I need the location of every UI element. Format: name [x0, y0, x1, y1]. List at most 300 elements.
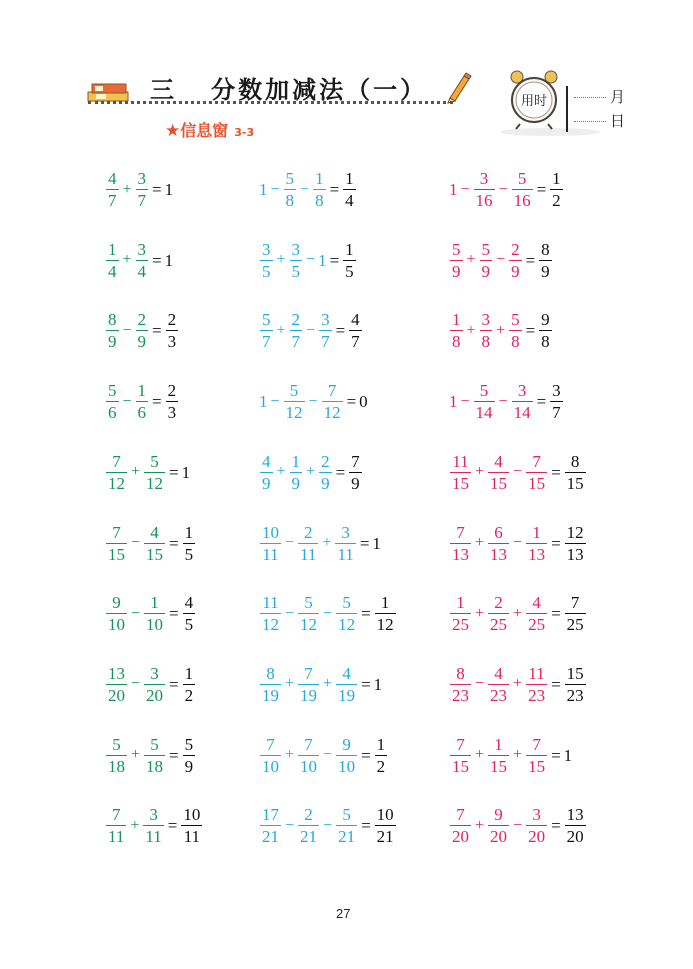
operator: +: [285, 746, 295, 764]
equation-c2-r5: [259, 453, 363, 492]
operator: +: [475, 604, 485, 622]
numerator: 2: [167, 381, 177, 401]
numerator: 2: [291, 310, 301, 330]
numerator: 1: [494, 734, 503, 754]
denominator: 12: [262, 615, 279, 635]
denominator: 6: [137, 403, 147, 423]
answer-number: 1: [373, 674, 383, 694]
operator: +: [513, 604, 523, 622]
answer-fraction: [550, 382, 563, 421]
equals-sign: =: [167, 816, 178, 836]
equals-sign: =: [169, 604, 179, 624]
denominator: 9: [137, 332, 147, 352]
operator: +: [323, 675, 333, 693]
operator: −: [475, 675, 485, 693]
denominator: 7: [108, 191, 117, 210]
denominator: 21: [376, 827, 394, 847]
numerator: 7: [327, 381, 337, 401]
equation-c2-r2: [259, 241, 357, 280]
answer-fraction: [375, 736, 388, 775]
denominator: 25: [490, 615, 508, 635]
operator: +: [475, 816, 485, 834]
numerator: 1: [137, 381, 147, 401]
fraction: [260, 594, 281, 633]
operator: −: [285, 534, 295, 551]
equation-c1-r3: [105, 311, 179, 350]
fraction: [136, 241, 149, 280]
fraction: [488, 665, 509, 704]
denominator: 11: [108, 827, 125, 847]
fraction: [298, 806, 319, 845]
whole-number: 1: [449, 180, 458, 199]
equation-c1-r1: [105, 170, 173, 209]
fraction: [322, 382, 343, 421]
numerator: 8: [266, 663, 275, 683]
denominator: 9: [262, 473, 271, 493]
answer-fraction: [181, 806, 202, 845]
answer-number: 1: [181, 462, 191, 482]
numerator: 5: [108, 381, 117, 401]
operator: +: [475, 534, 485, 551]
denominator: 25: [528, 615, 546, 635]
numerator: 1: [380, 593, 390, 613]
fraction: [526, 524, 547, 563]
equals-sign: =: [525, 321, 536, 341]
chapter-title: 分数加减法（一）: [211, 76, 428, 104]
numerator: 9: [112, 593, 121, 613]
equals-sign: =: [335, 462, 346, 482]
operator: −: [513, 816, 523, 834]
fraction: [335, 524, 355, 563]
operator: −: [323, 746, 333, 764]
answer-fraction: [565, 594, 586, 633]
denominator: 5: [184, 615, 194, 635]
fraction: [106, 311, 119, 350]
numerator: 5: [452, 239, 461, 259]
numerator: 1: [376, 734, 386, 754]
numerator: 5: [304, 593, 313, 613]
denominator: 5: [262, 261, 271, 281]
numerator: 1: [184, 522, 194, 542]
denominator: 7: [137, 191, 147, 210]
numerator: 7: [351, 451, 360, 471]
fraction: [480, 241, 493, 280]
answer-fraction: [375, 594, 396, 633]
answer-fraction: [550, 170, 563, 209]
answer-fraction: [565, 453, 586, 492]
numerator: 1: [108, 239, 117, 259]
numerator: 4: [150, 522, 159, 542]
operator: +: [475, 746, 485, 764]
denominator: 25: [566, 615, 584, 635]
numerator: 2: [137, 310, 147, 330]
denominator: 15: [490, 756, 508, 776]
fraction: [474, 170, 495, 209]
numerator: 12: [566, 522, 584, 542]
numerator: 7: [456, 522, 465, 542]
denominator: 20: [566, 827, 584, 847]
answer-fraction: [166, 311, 179, 350]
fraction: [509, 311, 522, 350]
fraction: [144, 594, 165, 633]
numerator: 8: [570, 451, 580, 471]
answer-fraction: [183, 665, 196, 704]
numerator: 11: [452, 451, 469, 471]
denominator: 23: [452, 685, 469, 705]
operator: −: [131, 604, 141, 622]
fraction: [106, 241, 119, 280]
denominator: 23: [566, 685, 584, 705]
fraction: [319, 453, 332, 492]
denominator: 15: [528, 756, 546, 776]
equation-c1-r2: [105, 241, 173, 280]
whole-number: 1: [259, 392, 268, 412]
numerator: 3: [137, 169, 147, 188]
equals-sign: =: [551, 462, 561, 482]
operator: −: [513, 463, 523, 481]
operator: −: [131, 534, 141, 551]
equals-sign: =: [551, 816, 561, 836]
operator: +: [122, 180, 132, 198]
equation-c3-r1: [449, 170, 564, 209]
equation-c2-r1: [259, 170, 357, 209]
operator: +: [122, 251, 132, 269]
fraction: [144, 524, 165, 563]
numerator: 3: [321, 310, 330, 330]
answer-fraction: [166, 382, 179, 421]
operator: −: [306, 321, 316, 339]
answer-fraction: [183, 594, 196, 633]
numerator: 10: [262, 522, 279, 542]
equals-sign: =: [169, 674, 179, 694]
equation-c1-r10: [105, 806, 203, 845]
equals-sign: =: [152, 250, 162, 270]
denominator: 7: [291, 332, 301, 352]
numerator: 8: [541, 239, 550, 259]
operator: −: [460, 180, 470, 198]
equation-c2-r8: [259, 665, 382, 704]
equals-sign: =: [551, 745, 561, 765]
equals-sign: =: [169, 462, 179, 482]
operator: +: [466, 251, 476, 269]
numerator: 3: [150, 663, 159, 683]
denominator: 5: [291, 261, 301, 281]
fraction: [450, 311, 463, 350]
equation-c3-r5: [449, 453, 587, 492]
equals-sign: =: [329, 180, 340, 199]
equation-c1-r7: [105, 594, 196, 633]
numerator: 5: [112, 734, 121, 754]
numerator: 5: [262, 310, 271, 330]
denominator: 12: [285, 403, 303, 423]
answer-fraction: [349, 311, 362, 350]
denominator: 15: [108, 544, 125, 564]
denominator: 9: [351, 473, 360, 493]
denominator: 19: [300, 685, 318, 705]
numerator: 5: [511, 310, 520, 330]
denominator: 23: [490, 685, 508, 705]
operator: −: [122, 392, 132, 410]
operator: +: [276, 463, 286, 481]
numerator: 1: [315, 169, 324, 188]
fraction: [512, 382, 533, 421]
denominator: 9: [321, 473, 330, 493]
equation-c3-r3: [449, 311, 553, 350]
denominator: 16: [513, 191, 531, 210]
denominator: 9: [511, 261, 520, 281]
fraction: [526, 665, 547, 704]
denominator: 2: [552, 191, 561, 210]
fraction: [260, 524, 281, 563]
numerator: 5: [150, 451, 159, 471]
equals-sign: =: [361, 674, 371, 694]
numerator: 6: [494, 522, 503, 542]
numerator: 3: [149, 805, 158, 825]
fraction: [136, 311, 149, 350]
equals-sign: =: [361, 745, 371, 765]
numerator: 11: [528, 663, 545, 683]
equals-sign: =: [551, 674, 561, 694]
operator: −: [323, 816, 333, 834]
denominator: 23: [528, 685, 546, 705]
equation-c3-r9: [449, 736, 572, 775]
denominator: 21: [300, 827, 318, 847]
equals-sign: =: [361, 816, 371, 836]
operator: +: [131, 463, 141, 481]
equation-c2-r10: [259, 806, 397, 845]
denominator: 18: [146, 756, 164, 776]
equals-sign: =: [536, 392, 547, 412]
denominator: 12: [300, 615, 318, 635]
equals-sign: =: [152, 392, 162, 412]
equals-sign: =: [551, 533, 561, 553]
denominator: 15: [452, 756, 469, 776]
numerator: 4: [342, 663, 351, 683]
fraction: [509, 241, 522, 280]
operator: −: [513, 534, 523, 551]
operator: +: [513, 746, 523, 764]
numerator: 3: [262, 239, 271, 259]
denominator: 21: [338, 827, 356, 847]
answer-fraction: [343, 241, 356, 280]
denominator: 4: [345, 191, 354, 210]
equals-sign: =: [361, 604, 371, 624]
numerator: 11: [262, 593, 279, 613]
fraction: [106, 382, 119, 421]
fraction: [450, 736, 471, 775]
denominator: 11: [337, 544, 354, 564]
denominator: 10: [338, 756, 356, 776]
whole-number: 1: [259, 180, 268, 199]
equation-c1-r8: [105, 665, 196, 704]
month-label: 月: [610, 88, 626, 106]
denominator: 19: [338, 685, 356, 705]
numerator: 7: [111, 805, 121, 825]
equals-sign: =: [536, 180, 547, 199]
answer-fraction: [539, 241, 552, 280]
equation-c3-r7: [449, 594, 587, 633]
numerator: 3: [291, 239, 301, 259]
answer-fraction: [183, 736, 196, 775]
denominator: 9: [541, 261, 550, 281]
numerator: 1: [456, 593, 465, 613]
equation-c2-r3: [259, 311, 363, 350]
fraction: [106, 170, 119, 209]
numerator: 5: [517, 169, 527, 188]
denominator: 7: [552, 403, 561, 423]
denominator: 3: [167, 403, 177, 423]
numerator: 3: [341, 522, 350, 542]
numerator: 2: [321, 451, 330, 471]
answer-fraction: [183, 524, 196, 563]
numerator: 7: [112, 522, 121, 542]
numerator: 9: [541, 310, 550, 330]
equals-sign: =: [525, 250, 536, 270]
denominator: 12: [338, 615, 356, 635]
numerator: 7: [570, 593, 580, 613]
numerator: 7: [532, 734, 541, 754]
fraction: [260, 806, 281, 845]
numerator: 5: [150, 734, 159, 754]
fraction: [313, 170, 326, 209]
denominator: 19: [262, 685, 279, 705]
answer-fraction: [565, 665, 586, 704]
numerator: 5: [342, 805, 351, 825]
operator: +: [276, 251, 286, 269]
numerator: 5: [285, 169, 295, 188]
fraction: [106, 453, 127, 492]
star-icon: ★: [165, 121, 181, 141]
denominator: 16: [475, 191, 493, 210]
numerator: 8: [456, 663, 465, 683]
operator: −: [308, 392, 318, 410]
fraction: [450, 241, 463, 280]
operator: −: [498, 180, 508, 198]
operator: +: [306, 463, 316, 481]
fraction: [136, 382, 149, 421]
fraction: [260, 736, 281, 775]
equation-c1-r6: [105, 524, 196, 563]
numerator: 13: [108, 663, 125, 683]
operator: −: [460, 392, 470, 410]
denominator: 20: [490, 827, 508, 847]
operator: +: [285, 675, 295, 693]
numerator: 1: [150, 593, 159, 613]
numerator: 4: [351, 310, 360, 330]
answer-fraction: [375, 806, 396, 845]
answer-fraction: [565, 524, 586, 563]
denominator: 15: [566, 473, 584, 493]
equals-sign: =: [551, 604, 561, 624]
numerator: 3: [552, 381, 561, 401]
operator: −: [285, 604, 295, 622]
fraction: [512, 170, 533, 209]
denominator: 13: [490, 544, 508, 564]
denominator: 10: [108, 615, 125, 635]
fraction: [260, 453, 273, 492]
numerator: 9: [342, 734, 351, 754]
fraction: [488, 453, 509, 492]
numerator: 5: [342, 593, 351, 613]
numerator: 9: [494, 805, 503, 825]
fraction: [144, 665, 165, 704]
fraction: [526, 806, 547, 845]
fraction: [488, 806, 509, 845]
denominator: 6: [108, 403, 117, 423]
operator: −: [300, 180, 310, 198]
equals-sign: =: [152, 180, 162, 199]
operator: +: [131, 746, 141, 764]
fraction: [526, 453, 547, 492]
numerator: 3: [481, 310, 491, 330]
clock-label: 用时: [520, 94, 548, 109]
equation-c3-r4: [449, 382, 564, 421]
subtitle-code: 3-3: [234, 126, 255, 139]
fraction: [526, 736, 547, 775]
numerator: 3: [137, 239, 147, 259]
denominator: 14: [513, 403, 531, 423]
denominator: 11: [183, 827, 201, 847]
fraction: [143, 806, 163, 845]
fraction: [284, 170, 297, 209]
numerator: 4: [494, 451, 503, 471]
equals-sign: =: [359, 533, 370, 553]
operator: −: [496, 251, 506, 269]
denominator: 12: [146, 473, 164, 493]
fraction: [298, 594, 319, 633]
numerator: 2: [303, 522, 313, 542]
denominator: 20: [528, 827, 546, 847]
denominator: 15: [490, 473, 508, 493]
denominator: 15: [452, 473, 469, 493]
denominator: 15: [146, 544, 164, 564]
answer-number: 1: [164, 250, 174, 270]
numerator: 4: [108, 169, 117, 188]
answer-fraction: [349, 453, 362, 492]
page-number: 27: [336, 906, 351, 921]
numerator: 1: [452, 310, 461, 330]
fraction: [526, 594, 547, 633]
equation-c3-r2: [449, 241, 553, 280]
fraction: [136, 170, 149, 209]
denominator: 20: [452, 827, 469, 847]
numerator: 1: [532, 522, 541, 542]
answer-number: 1: [164, 180, 174, 199]
numerator: 5: [289, 381, 299, 401]
denominator: 8: [452, 332, 461, 352]
denominator: 8: [481, 332, 491, 352]
denominator: 9: [481, 261, 491, 281]
denominator: 9: [184, 756, 194, 776]
answer-number: 1: [563, 745, 573, 765]
fraction: [450, 524, 471, 563]
equation-c1-r4: [105, 382, 179, 421]
denominator: 18: [108, 756, 125, 776]
denominator: 4: [108, 261, 117, 281]
operator: +: [496, 321, 506, 339]
denominator: 8: [511, 332, 520, 352]
denominator: 20: [146, 685, 164, 705]
numerator: 7: [456, 805, 465, 825]
fraction: [260, 241, 273, 280]
equation-c1-r9: [105, 736, 196, 775]
operator: +: [322, 534, 332, 551]
operator: +: [513, 675, 523, 693]
answer-number: 0: [359, 392, 368, 412]
fraction: [106, 524, 127, 563]
denominator: 2: [184, 685, 194, 705]
numerator: 4: [262, 451, 271, 471]
